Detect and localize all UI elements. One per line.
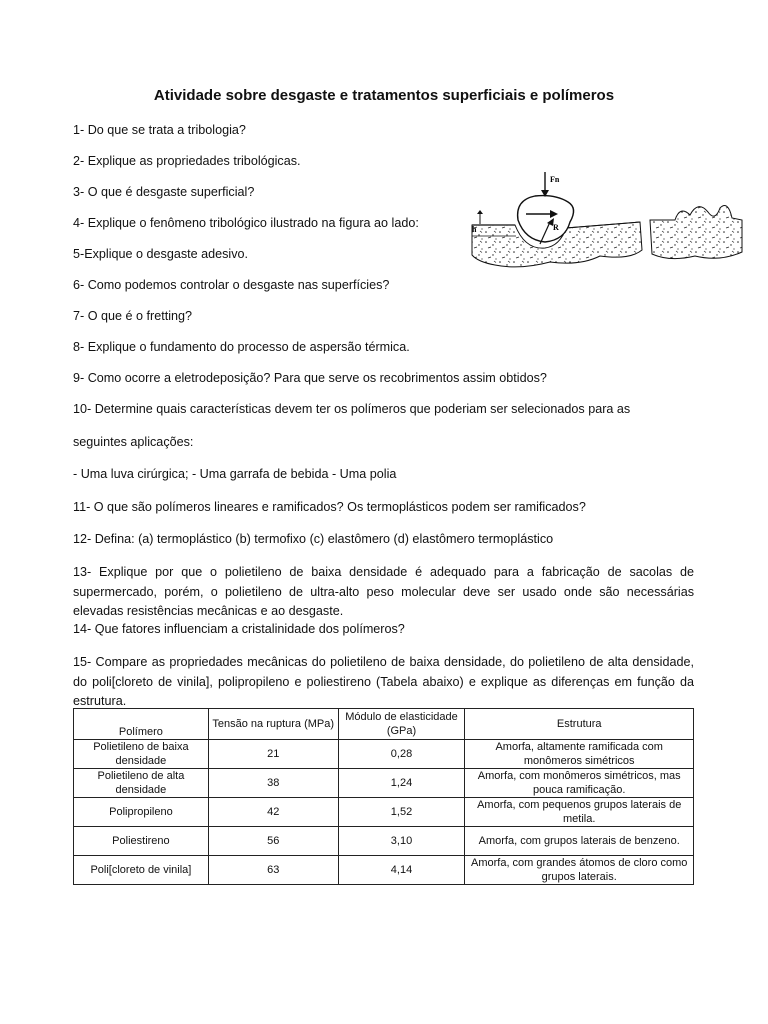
worn-surface-shape (650, 206, 742, 259)
cell-tensao: 42 (208, 798, 338, 827)
question-10-line-1: 10- Determine quais características devem ter os polímeros que poderiam ser selecionados para as (73, 402, 631, 416)
cell-estrutura: Amorfa, com monômeros simétricos, mas pouca ramificação. (465, 769, 694, 798)
page-title: Atividade sobre desgaste e tratamentos superficiais e polímeros (153, 87, 615, 104)
table-row (74, 798, 694, 827)
cell-polimero: Polietileno de baixa densidade (74, 740, 209, 769)
question-9: 9- Como ocorre a eletrodeposição? Para que serve os recobrimentos assim obtidos? (73, 371, 547, 385)
cell-estrutura: Amorfa, altamente ramificada com monômeros simétricos (465, 740, 694, 769)
cell-tensao: 63 (208, 856, 338, 885)
cell-estrutura: Amorfa, com grupos laterais de benzeno. (465, 827, 694, 856)
question-12: 12- Defina: (a) termoplástico (b) termofixo (c) elastômero (d) elastômero termoplástico (73, 532, 554, 546)
fn-label: Fn (550, 175, 560, 184)
cell-tensao: 38 (208, 769, 338, 798)
r-label: R (553, 223, 559, 232)
question-1: 1- Do que se trata a tribologia? (73, 123, 246, 137)
cell-modulo: 1,24 (338, 769, 465, 798)
cell-estrutura: Amorfa, com pequenos grupos laterais de metila. (465, 798, 694, 827)
question-10-line-2: seguintes aplicações: (73, 435, 194, 449)
tribology-figure (470, 170, 750, 275)
question-6: 6- Como podemos controlar o desgaste nas superfícies? (73, 278, 390, 292)
cell-estrutura: Amorfa, com grandes átomos de cloro como grupos laterais. (465, 856, 694, 885)
question-10-applications: - Uma luva cirúrgica; - Uma garrafa de bebida - Uma polia (73, 467, 397, 481)
header-modulo: Módulo de elasticidade (GPa) (338, 709, 465, 740)
cell-polimero: Poli[cloreto de vinila] (74, 856, 209, 885)
cell-tensao: 56 (208, 827, 338, 856)
question-4: 4- Explique o fenômeno tribológico ilustrado na figura ao lado: (73, 216, 419, 230)
cell-polimero: Polietileno de alta densidade (74, 769, 209, 798)
header-tensao: Tensão na ruptura (MPa) (208, 709, 338, 740)
cell-polimero: Poliestireno (74, 827, 209, 856)
table-row (74, 740, 694, 769)
table-row (74, 769, 694, 798)
cell-tensao: 21 (208, 740, 338, 769)
h-label: h (472, 225, 477, 234)
question-8: 8- Explique o fundamento do processo de aspersão térmica. (73, 340, 410, 354)
question-15: 15- Compare as propriedades mecânicas do polietileno de baixa densidade, do polietileno de alta densidade, do poli[cloreto de vinila], polipropileno e poliestireno (Tabela abaixo) e explique as diferenças em função da estrutura. (73, 655, 694, 708)
cell-modulo: 4,14 (338, 856, 465, 885)
table-header-row (74, 709, 694, 740)
header-estrutura: Estrutura (465, 709, 694, 740)
cell-modulo: 3,10 (338, 827, 465, 856)
question-14: 14- Que fatores influenciam a cristalinidade dos polímeros? (73, 622, 405, 636)
table-row (74, 856, 694, 885)
question-5: 5-Explique o desgaste adesivo. (73, 247, 249, 261)
question-2: 2- Explique as propriedades tribológicas. (73, 154, 301, 168)
header-polimero: Polímero (74, 709, 209, 740)
cell-modulo: 1,52 (338, 798, 465, 827)
table-row (74, 827, 694, 856)
question-3: 3- O que é desgaste superficial? (73, 185, 255, 199)
cell-modulo: 0,28 (338, 740, 465, 769)
question-11: 11- O que são polímeros lineares e ramificados? Os termoplásticos podem ser ramificados? (73, 500, 586, 514)
question-13: 13- Explique por que o polietileno de baixa densidade é adequado para a fabricação de sacolas de supermercado, porém, o polietileno de ultra-alto peso molecular deve ser usado onde são necessárias elevadas resistências mecânicas e ao desgaste. (73, 565, 694, 618)
question-7: 7- O que é o fretting? (73, 309, 193, 323)
polymer-properties-table (73, 708, 694, 885)
normal-force-arrow (541, 172, 549, 197)
cell-polimero: Polipropileno (74, 798, 209, 827)
